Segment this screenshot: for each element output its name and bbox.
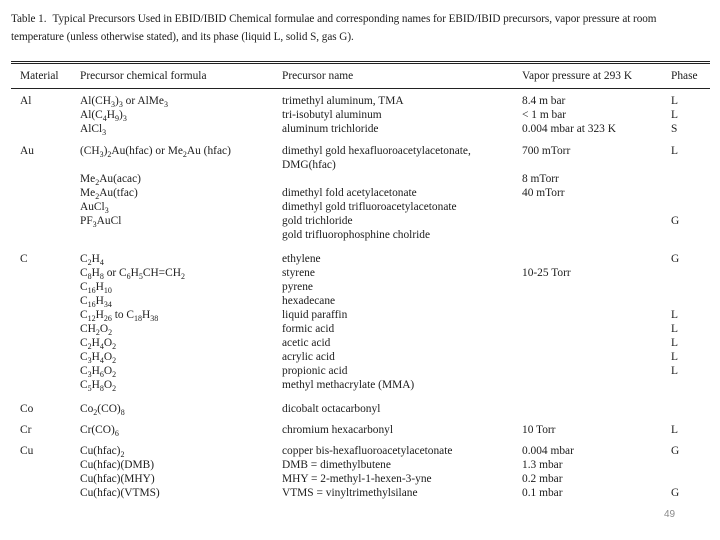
cell-name: dicobalt octacarbonyl — [282, 403, 381, 415]
cell-name: chromium hexacarbonyl — [282, 424, 394, 436]
caption-label: Table 1. — [11, 13, 47, 25]
cell-material: Co — [20, 403, 34, 415]
cell-name: ethylene — [282, 253, 321, 265]
header-formula: Precursor chemical formula — [80, 70, 207, 82]
cell-formula: $(CH_3)_2Au(hfac)$ or $Me_2Au$ (hfac) — [80, 145, 231, 159]
cell-phase: G — [671, 253, 680, 265]
cell-name: DMG(hfac) — [282, 159, 336, 171]
cell-phase: L — [671, 145, 678, 157]
caption-text: Typical Precursors Used in EBID/IBID Chemical formulae and corresponding names for EBID/IBID precursors, vapor pressure at room temperature (unless otherwise stated), and its phase (liquid L, solid S, gas G). — [11, 13, 657, 43]
cell-name: dimethyl gold hexafluoroacetylacetonate, — [282, 145, 471, 157]
cell-formula: $C_5H_8O_2$ — [80, 379, 117, 393]
header-rule — [11, 88, 710, 89]
cell-formula: $Cu(hfac)_2$ — [80, 445, 125, 459]
page-number: 49 — [664, 509, 676, 520]
cell-formula: Cu(hfac)(MHY) — [80, 473, 155, 485]
cell-name: dimethyl gold trifluoroacetylacetonate — [282, 201, 457, 213]
cell-vapor-pressure: 0.2 mbar — [522, 473, 563, 485]
cell-vapor-pressure: 8 mTorr — [522, 173, 559, 185]
cell-formula: $C_{16}H_{34}$ — [80, 295, 112, 309]
cell-vapor-pressure: 8.4 m bar — [522, 95, 566, 107]
cell-phase: L — [671, 365, 678, 377]
cell-formula: $Me_2Au(acac)$ — [80, 173, 141, 187]
cell-vapor-pressure: 0.004 mbar — [522, 445, 574, 457]
cell-name: acetic acid — [282, 337, 331, 349]
cell-name: MHY = 2-methyl-1-hexen-3-yne — [282, 473, 432, 485]
top-rule-inner — [11, 63, 710, 64]
cell-vapor-pressure: 10-25 Torr — [522, 267, 571, 279]
cell-formula: $C_{12}H_{26}$ to $C_{18}H_{38}$ — [80, 309, 159, 323]
cell-phase: L — [671, 351, 678, 363]
cell-vapor-pressure: 700 mTorr — [522, 145, 571, 157]
cell-phase: S — [671, 123, 678, 135]
cell-material: Al — [20, 95, 32, 107]
cell-name: VTMS = vinyltrimethylsilane — [282, 487, 418, 499]
header-phase: Phase — [671, 70, 698, 82]
table-caption — [11, 10, 711, 46]
header-vapor-pressure: Vapor pressure at 293 K — [522, 70, 633, 82]
cell-vapor-pressure: 40 mTorr — [522, 187, 565, 199]
cell-formula: $C_2H_4O_2$ — [80, 337, 117, 351]
cell-phase: L — [671, 424, 678, 436]
cell-name: gold trichloride — [282, 215, 353, 227]
cell-vapor-pressure: 1.3 mbar — [522, 459, 563, 471]
cell-name: propionic acid — [282, 365, 348, 377]
cell-formula: $C_{16}H_{10}$ — [80, 281, 112, 295]
cell-vapor-pressure: 10 Torr — [522, 424, 556, 436]
cell-name: acrylic acid — [282, 351, 335, 363]
cell-name: styrene — [282, 267, 315, 279]
cell-formula: $Co_2(CO)_8$ — [80, 403, 125, 417]
top-rule — [11, 61, 710, 62]
cell-phase: G — [671, 445, 680, 457]
cell-material: Cr — [20, 424, 32, 436]
header-material: Material — [20, 70, 59, 82]
cell-formula: $Al(C_4H_9)_3$ — [80, 109, 127, 123]
cell-name: pyrene — [282, 281, 313, 293]
cell-phase: L — [671, 309, 678, 321]
cell-phase: L — [671, 95, 678, 107]
cell-material: Cu — [20, 445, 34, 457]
cell-formula: AuCl$_3$ — [80, 201, 109, 215]
cell-formula: AlCl$_3$ — [80, 123, 107, 137]
cell-phase: L — [671, 323, 678, 335]
cell-phase: G — [671, 487, 680, 499]
cell-phase: L — [671, 109, 678, 121]
cell-formula: Cu(hfac)(VTMS) — [80, 487, 160, 499]
cell-vapor-pressure: < 1 m bar — [522, 109, 567, 121]
cell-material: C — [20, 253, 28, 265]
cell-formula: $C_8H_8$ or $C_6H_5CH=CH_2$ — [80, 267, 185, 281]
cell-formula: $C_3H_4O_2$ — [80, 351, 117, 365]
cell-name: DMB = dimethylbutene — [282, 459, 391, 471]
cell-name: tri-isobutyl aluminum — [282, 109, 382, 121]
cell-name: trimethyl aluminum, TMA — [282, 95, 404, 107]
cell-phase: G — [671, 215, 680, 227]
cell-formula: Cu(hfac)(DMB) — [80, 459, 155, 471]
cell-name: copper bis-hexafluoroacetylacetonate — [282, 445, 453, 457]
cell-vapor-pressure: 0.1 mbar — [522, 487, 563, 499]
cell-name: liquid paraffin — [282, 309, 348, 321]
cell-formula: $Me_2Au(tfac)$ — [80, 187, 138, 201]
cell-name: formic acid — [282, 323, 335, 335]
cell-phase: L — [671, 337, 678, 349]
cell-formula: $C_2H_4$ — [80, 253, 104, 267]
cell-formula: $PF_3AuCl$ — [80, 215, 122, 229]
cell-material: Au — [20, 145, 34, 157]
cell-name: methyl methacrylate (MMA) — [282, 379, 415, 391]
cell-name: gold trifluorophosphine cholride — [282, 229, 431, 241]
header-name: Precursor name — [282, 70, 354, 82]
cell-formula: $Al(CH_3)_3$ or AlMe$_3$ — [80, 95, 168, 109]
cell-name: hexadecane — [282, 295, 336, 307]
cell-formula: $Cr(CO)_6$ — [80, 424, 119, 438]
cell-name: dimethyl fold acetylacetonate — [282, 187, 417, 199]
cell-vapor-pressure: 0.004 mbar at 323 K — [522, 123, 616, 135]
cell-formula: $C_3H_6O_2$ — [80, 365, 117, 379]
cell-formula: $CH_2O_2$ — [80, 323, 113, 337]
cell-name: aluminum trichloride — [282, 123, 379, 135]
